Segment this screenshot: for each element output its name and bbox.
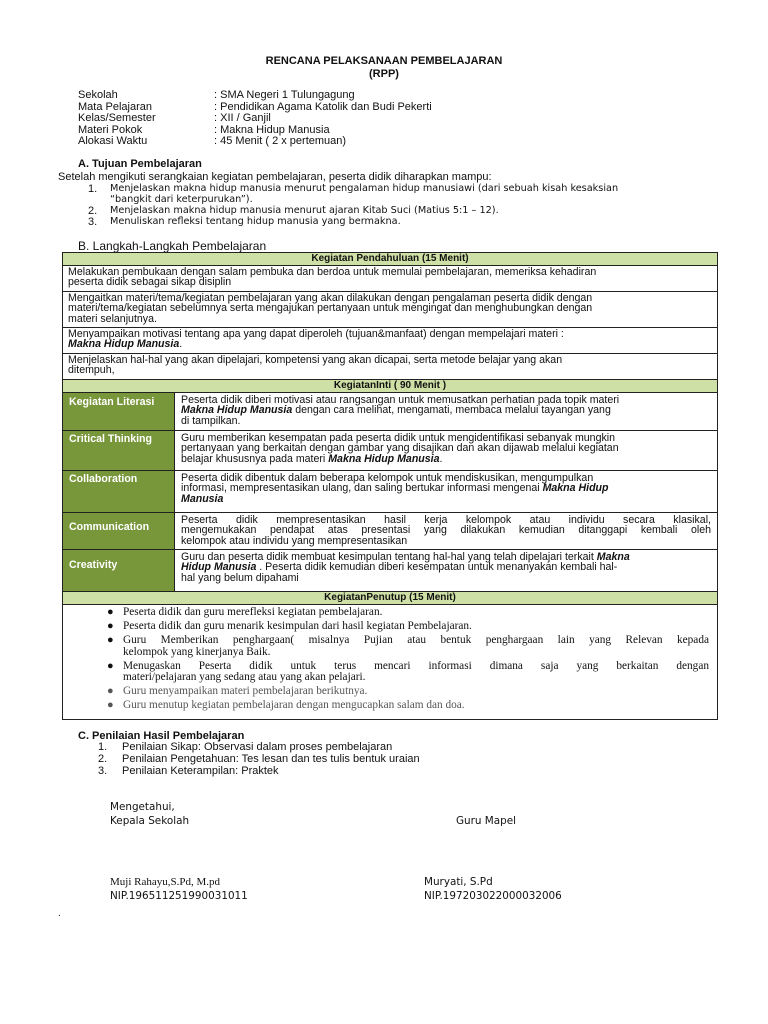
content-line (181, 405, 711, 415)
section-b-heading: B. Langkah-Langkah Pembelajaran (78, 239, 267, 253)
item-line: Peserta didik dan guru merefleksi kegiatan pembelajaran. (123, 606, 383, 618)
topic-emphasis: Manusia (181, 492, 224, 505)
learning-steps-table (62, 252, 718, 720)
section-c-heading: C. Penilaian Hasil Pembelajaran (78, 730, 245, 742)
inti-content (175, 550, 717, 591)
content-text: . Peserta didik kemudian diberi kesempatan untuk menanyakan kembali hal- (256, 561, 618, 574)
item-line: Guru menutup kegiatan pembelajaran dengan mengucapkan salam dan doa. (123, 699, 465, 712)
identity-value: : Pendidikan Agama Katolik dan Budi Pekerti (214, 100, 432, 113)
section-a-intro: Setelah mengikuti serangkaian kegiatan pembelajaran, peserta didik diharapkan mampu: (58, 171, 492, 183)
doc-subtitle: (RPP) (369, 68, 399, 80)
content-text: informasi, mempresentasikan ulang, dan saling bertukar informasi mengenai (181, 482, 543, 495)
identity-label: Sekolah (78, 89, 118, 101)
section-a-heading: A. Tujuan Pembelajaran (78, 158, 202, 170)
kepala-sekolah-title: Kepala Sekolah (110, 815, 190, 827)
identity-block (78, 90, 678, 150)
inti-row-communication (63, 513, 717, 550)
objective-number: 3. (88, 216, 98, 228)
identity-value: : XII / Ganjil (214, 112, 271, 124)
penutup-header: KegiatanPenutup (15 Menit) (63, 592, 717, 605)
evaluation-item (98, 766, 598, 778)
penutup-item (63, 621, 717, 632)
inti-content (175, 431, 717, 470)
guru-mapel-name: Muryati, S.Pd (424, 876, 493, 888)
inti-label: Collaboration (63, 471, 175, 512)
content-text: Guru dan peserta didik membuat kesimpulan tentang hal-hal yang telah dipelajari terkait (181, 551, 597, 563)
row-line: ditempuh, (68, 364, 115, 377)
pendahuluan-row (63, 292, 717, 328)
topic-emphasis: Makna Hidup Manusia (328, 452, 440, 465)
evaluation-number: 2. (98, 752, 108, 765)
document-title (0, 55, 768, 81)
inti-row-creativity (63, 550, 717, 592)
objective-text: Menjelaskan makna hidup manusia menurut ajaran Kitab Suci (Matius 5:1 – 12). (110, 205, 499, 216)
row-line: Menyampaikan motivasi tentang apa yang dapat diperoleh (tujuan&manfaat) dengan mempelajari materi : (68, 328, 564, 340)
content-line: Guru memberikan kesempatan pada peserta didik untuk mengidentifikasi sebanyak mungkin (181, 432, 615, 444)
content-line: mengemukakan pendapat atas presentasi yang dilakukan kemudian ditanggapi kembali oleh (181, 524, 711, 537)
guru-mapel-nip: NIP.197203022000032006 (424, 890, 562, 902)
identity-label: Materi Pokok (78, 123, 143, 136)
content-text: dengan cara melihat, mengamati, membaca melalui tayangan yang (292, 404, 611, 417)
content-line: pertanyaan yang berkaitan dengan gambar yang disajikan dan akan dijawab melalui kegiatan (181, 442, 619, 455)
objective-number: 2. (88, 205, 98, 217)
evaluation-number: 1. (98, 741, 108, 753)
identity-label: Kelas/Semester (78, 112, 156, 124)
topic-emphasis: Hidup Manusia (181, 561, 257, 574)
inti-label: Communication (63, 513, 175, 549)
bullet-icon: ● (107, 699, 114, 712)
item-line: kelompok yang kinerjanya Baik. (123, 645, 271, 658)
content-line (181, 454, 711, 464)
row-line: materi selanjutnya. (68, 312, 157, 325)
kepala-sekolah-name: Muji Rahayu,S.Pd, M.pd (110, 876, 221, 888)
content-text: . (439, 452, 443, 465)
inti-header: KegiatanInti ( 90 Menit ) (63, 380, 717, 393)
row-line (68, 339, 713, 349)
identity-value: : Makna Hidup Manusia (214, 123, 330, 136)
identity-label: Alokasi Waktu (78, 135, 148, 147)
evaluation-number: 3. (98, 764, 108, 777)
topic-emphasis: Makna Hidup Manusia (68, 338, 180, 351)
content-line: hal yang belum dipahami (181, 571, 299, 584)
bullet-icon: ● (107, 634, 114, 647)
content-line: Peserta didik dibentuk dalam beberapa kelompok untuk mendiskusikan, mengumpulkan (181, 472, 594, 484)
identity-value: : SMA Negeri 1 Tulungagung (214, 89, 355, 101)
content-line: kelompok atau individu yang mempresentasikan (181, 534, 408, 547)
objective-text: Menjelaskan makna hidup manusia menurut pengalaman hidup manusiawi (dari sebuah kisah kesaksian (110, 183, 619, 194)
topic-emphasis: Makna Hidup (542, 482, 609, 495)
content-line: di tampilkan. (181, 414, 241, 427)
item-line: Peserta didik dan guru menarik kesimpulan dari hasil kegiatan Pembelajaran. (123, 620, 472, 633)
penutup-item (63, 607, 717, 618)
row-line-tail: . (179, 338, 183, 351)
penutup-item (63, 686, 717, 697)
pendahuluan-row (63, 354, 717, 380)
evaluation-text: Penilaian Sikap: Observasi dalam proses pembelajaran (122, 741, 393, 753)
inti-content (175, 393, 717, 430)
bullet-icon: ● (107, 685, 114, 698)
row-line: Melakukan pembukaan dengan salam pembuka dan berdoa untuk memulai pembelajaran, memeriksa kehadiran (68, 266, 597, 278)
inti-content (175, 513, 717, 549)
penutup-list (63, 605, 717, 719)
bullet-icon: ● (107, 620, 114, 633)
item-line: Guru Memberikan penghargaan( misalnya Pujian atau bentuk penghargaan lain yang Relevan kepada (123, 634, 709, 647)
doc-title: RENCANA PELAKSANAAN PEMBELAJARAN (265, 55, 503, 67)
objectives-list (88, 184, 728, 234)
content-line (181, 483, 711, 493)
bullet-icon: ● (107, 606, 114, 618)
row-line: Mengaitkan materi/tema/kegiatan pembelajaran yang akan dilakukan dengan pengalaman peserta didik dengan (68, 292, 593, 304)
inti-label: Creativity (63, 550, 175, 591)
objective-text: Menuliskan refleksi tentang hidup manusia yang bermakna. (110, 216, 401, 227)
inti-row-collaboration (63, 471, 717, 513)
identity-label: Mata Pelajaran (78, 100, 152, 113)
evaluation-text: Penilaian Pengetahuan: Tes lesan dan tes tulis bentuk uraian (122, 752, 420, 765)
inti-row-literasi (63, 393, 717, 431)
objective-number: 1. (88, 183, 98, 195)
pendahuluan-row (63, 328, 717, 354)
pendahuluan-header: Kegiatan Pendahuluan (15 Menit) (63, 253, 717, 266)
evaluation-list (98, 742, 598, 777)
row-line: materi/tema/kegiatan sebelumnya serta mengajukan pertanyaan untuk mengingat dan menghubungkan dengan (68, 302, 593, 315)
item-line: Guru menyampaikan materi pembelajaran berikutnya. (123, 685, 368, 698)
item-line: Menugaskan Peserta didik untuk terus mencari informasi dimana saja yang berkaitan dengan (123, 659, 709, 672)
topic-emphasis: Makna (596, 551, 630, 563)
pendahuluan-row (63, 266, 717, 292)
content-text: belajar khususnya pada materi (181, 452, 329, 465)
content-line (181, 494, 711, 504)
evaluation-text: Penilaian Keterampilan: Praktek (122, 764, 279, 777)
item-line: materi/pelajaran yang sedang atau yang akan pelajari. (123, 671, 366, 684)
penutup-item (63, 635, 717, 657)
footer-mark: . (58, 908, 61, 919)
kepala-sekolah-nip: NIP.196511251990031011 (110, 890, 248, 902)
row-line: Menjelaskan hal-hal yang akan dipelajari, kompetensi yang akan dicapai, serta metode belajar yang akan (68, 354, 563, 366)
topic-emphasis: Makna Hidup Manusia (181, 404, 293, 417)
content-line: Peserta didik mempresentasikan hasil kerja kelompok atau individu secara klasikal, (181, 514, 711, 526)
objective-text-cont: “bangkit dari keterpurukan”). (110, 193, 253, 205)
penutup-item (63, 661, 717, 683)
identity-value: : 45 Menit ( 2 x pertemuan) (214, 135, 347, 147)
inti-row-critical-thinking (63, 431, 717, 471)
mengetahui-label: Mengetahui, (110, 801, 175, 813)
guru-mapel-title: Guru Mapel (456, 815, 517, 827)
inti-content (175, 471, 717, 512)
bullet-icon: ● (107, 659, 114, 672)
row-line: peserta didik sebagai sikap disiplin (68, 276, 232, 289)
content-line: Peserta didik diberi motivasi atau rangsangan untuk memusatkan perhatian pada topik materi (181, 394, 620, 406)
inti-label: Critical Thinking (63, 431, 175, 470)
penutup-item (63, 700, 717, 711)
inti-label: Kegiatan Literasi (63, 393, 175, 430)
